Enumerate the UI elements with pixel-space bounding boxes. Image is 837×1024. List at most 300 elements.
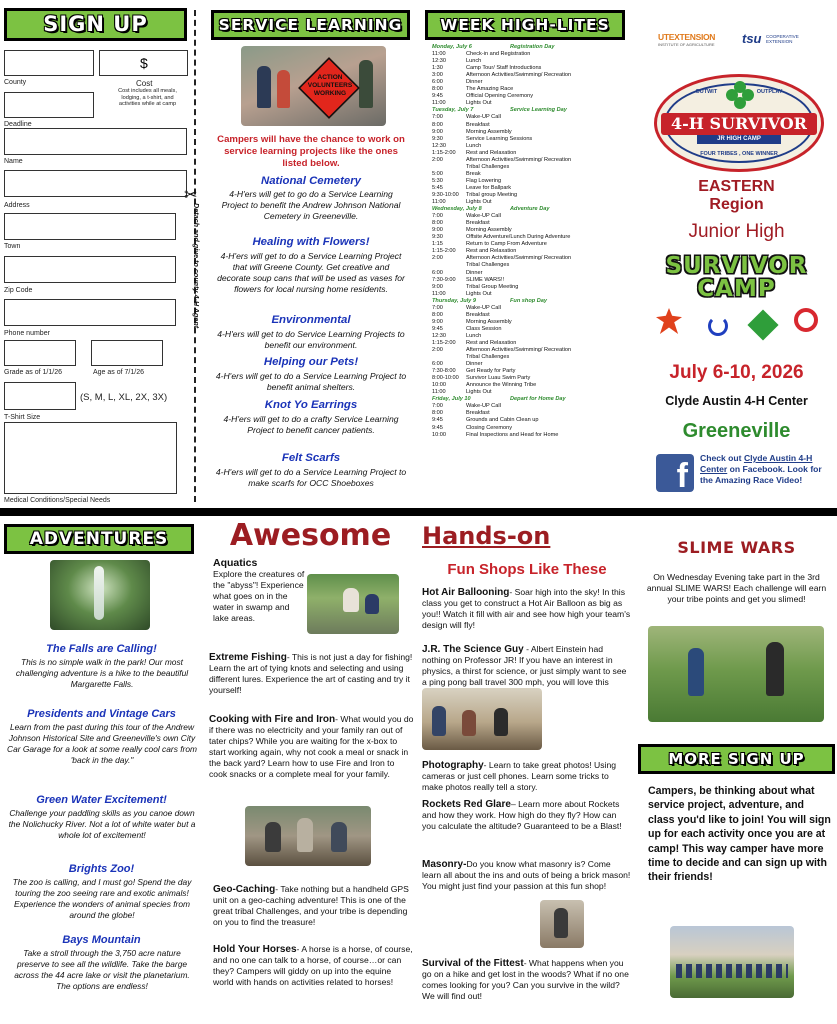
schedule-event: Leave for Ballpark — [466, 184, 512, 191]
camper-figure — [462, 710, 476, 736]
town-field[interactable] — [4, 256, 176, 283]
cooking-title: Cooking with Fire and Iron — [209, 714, 336, 725]
science-photo — [422, 688, 542, 750]
tsu-extension-logo-text: tsu — [742, 31, 762, 46]
schedule-row — [432, 227, 632, 234]
schedule-event: Lights Out — [466, 389, 492, 396]
service-title-1: Healing with Flowers! — [252, 236, 370, 248]
schedule-event: Rest and Relaxation — [466, 339, 517, 346]
schedule-row — [432, 241, 632, 248]
photography-text: - Learn to take great photos! Using cameras or just cell phones. Learn some tricks to make photos really tell a story. — [422, 760, 616, 792]
schedule-time: 9:00 — [432, 227, 443, 234]
handson-heading: Hands-on — [422, 522, 551, 550]
schedule-time: 6:00 — [432, 79, 443, 86]
falls-photo — [50, 560, 150, 630]
schedule-row — [432, 277, 632, 284]
service-photo — [241, 46, 386, 126]
camper-figure — [365, 594, 379, 614]
name-field-2[interactable] — [4, 170, 187, 197]
schedule-event: Wake-UP Call — [466, 403, 501, 410]
schedule-day-theme: Fun shop Day — [510, 297, 547, 304]
schedule-row — [432, 93, 632, 100]
schedule-row — [432, 319, 632, 326]
service-title-5: Felt Scarfs — [281, 452, 341, 464]
schedule-day-name: Tuesday, July 7 — [432, 107, 474, 114]
facebook-note-tail: on Facebook. Look for the Amazing Race Video! — [700, 464, 822, 485]
schedule-day-header — [432, 44, 632, 51]
schedule-row — [432, 410, 632, 417]
region-line-2: Region — [709, 196, 764, 213]
survival-desc — [422, 958, 632, 1002]
schedule-time: 11:00 — [432, 389, 446, 396]
schedule-time: 7:30-9:00 — [432, 276, 456, 283]
volunteer-sign-text: ACTION VOLUNTEERS WORKING — [307, 74, 353, 97]
handson-panel — [418, 516, 636, 1024]
age-field[interactable] — [91, 340, 163, 366]
service-text-0: 4-H'ers will get to go do a Service Learning Project to benefit the Andrew Johnson National Cemetery in Greeneville. — [221, 189, 401, 221]
schedule-event: Afternoon Activities/Swimming/ Recreation — [466, 156, 572, 163]
fishing-title: Extreme Fishing — [209, 652, 287, 663]
masonry-desc — [422, 859, 632, 892]
badge-sub-text: JR HIGH CAMP — [697, 135, 781, 144]
schedule-day-header — [432, 206, 632, 213]
schedule-time: 10:00 — [432, 382, 446, 389]
service-intro: Campers will have the chance to work on service learning projects like the ones listed below. — [217, 134, 405, 169]
adventure-title-3: Brights Zoo! — [68, 863, 135, 875]
signup-heading: SIGN UP — [4, 8, 187, 41]
schedule-row — [432, 284, 632, 291]
camper-figure — [554, 908, 568, 938]
schedule-event: Tribal Challenges — [466, 354, 510, 361]
schedule-row — [432, 425, 632, 432]
masonry-title: Masonry- — [422, 859, 467, 870]
adventure-title-1: Presidents and Vintage Cars — [27, 708, 176, 720]
schedule-row — [432, 417, 632, 424]
schedule-time: 9:00 — [432, 318, 443, 325]
schedule-row — [432, 347, 632, 354]
rockets-title: Rockets Red Glare — [422, 799, 511, 810]
schedule-row — [432, 58, 632, 65]
schedule-event: Closing Ceremony — [466, 424, 513, 431]
more-signup-photo — [670, 926, 794, 998]
schedule-time: 11:00 — [432, 199, 446, 206]
waterfall-stream — [94, 566, 104, 620]
week-heading: WEEK HIGH-LITES — [425, 10, 625, 40]
geo-desc — [213, 884, 413, 928]
service-title-2: Environmental — [271, 314, 351, 326]
camp-center: Clyde Austin 4-H Center — [665, 394, 808, 408]
schedule-time: 9:45 — [432, 424, 443, 431]
volunteer-figure — [277, 70, 290, 108]
schedule-time: 1:15-2:00 — [432, 339, 456, 346]
age-label: Age as of 7/1/26 — [93, 369, 144, 376]
aquatics-photo — [307, 574, 399, 634]
aquatics-title: Aquatics — [213, 557, 258, 569]
schedule-time: 7:00 — [432, 304, 443, 311]
tsu-extension-logo — [742, 30, 822, 48]
grade-field[interactable] — [4, 340, 76, 366]
awesome-heading: Awesome — [229, 518, 392, 553]
schedule-day-theme: Registration Day — [510, 44, 555, 50]
camper-figure — [265, 822, 281, 852]
service-panel — [203, 0, 418, 508]
tribe-icon-turtle — [656, 308, 682, 334]
facebook-note-lead: Check out — [700, 453, 744, 463]
schedule-event: Final Inspections and Head for Home — [466, 431, 559, 438]
schedule-row — [432, 333, 632, 340]
camp-dates: July 6-10, 2026 — [669, 362, 804, 383]
masonry-photo — [540, 900, 584, 948]
camper-figure — [331, 822, 347, 852]
schedule-time: 9:45 — [432, 417, 443, 424]
adventures-panel — [0, 516, 203, 1024]
schedule-event: Morning Assembly — [466, 128, 512, 135]
schedule-event: Dinner — [466, 79, 483, 86]
service-text-1: 4-H'ers will get to do a Service Learning Project that will Greene County. Get creative and decorate soup cans that will be used as vases for flowers for local nursing home residents. — [217, 251, 405, 294]
schedule-row — [432, 213, 632, 220]
medical-field[interactable] — [4, 422, 177, 494]
schedule-event: Wake-UP Call — [466, 304, 501, 311]
schedule-day-name: Friday, July 10 — [432, 396, 471, 403]
schedule-time: 8:00 — [432, 410, 443, 417]
schedule-time: 3:00 — [432, 72, 443, 79]
schedule-row — [432, 114, 632, 121]
schedule-time: 8:00 — [432, 121, 443, 128]
ut-extension-logo-text: UTEXTENSION — [658, 32, 716, 42]
schedule-event: Check-in and Registration — [466, 51, 531, 58]
service-title-3: Helping our Pets! — [263, 356, 359, 368]
volunteer-figure — [257, 66, 271, 108]
county-label: County — [4, 79, 27, 86]
schedule-row — [432, 403, 632, 410]
detach-note: Detach and give to county 4-H Agent — [192, 203, 201, 329]
service-title-0: National Cemetery — [260, 175, 362, 187]
schedule-row — [432, 389, 632, 396]
schedule-day-name: Wednesday, July 8 — [432, 206, 482, 213]
adventure-text-3: The zoo is calling, and I must go! Spend the day touring the zoo seeing rare and exotic animals! Experience the wonders of animal species from around the globe! — [12, 877, 192, 920]
schedule-event: Tribal Group Meeting — [466, 283, 519, 290]
grade-label: Grade as of 1/1/26 — [4, 369, 62, 376]
schedule-time: 2:00 — [432, 347, 443, 354]
schedule-row — [432, 72, 632, 79]
schedule-time: 5:00 — [432, 170, 443, 177]
photography-desc — [422, 760, 632, 793]
schedule-row — [432, 291, 632, 298]
schedule-row — [432, 340, 632, 347]
schedule-row — [432, 312, 632, 319]
cooking-photo — [245, 806, 371, 866]
schedule-event: Flag Lowering — [466, 177, 502, 184]
schedule-event: Breakfast — [466, 311, 490, 318]
tshirt-label: T-Shirt Size — [4, 414, 41, 421]
schedule-event: Afternoon Activities/Swimming/ Recreation — [466, 347, 572, 354]
schedule-time: 8:00 — [432, 86, 443, 93]
schedule-row — [432, 305, 632, 312]
schedule-time — [432, 354, 466, 361]
masonry-text: Do you know what masonry is? Come learn all about the ins and outs of being a brick mason! You might just find your passion at this fun shop! — [422, 859, 631, 891]
rockets-desc — [422, 799, 632, 832]
schedule-row — [432, 51, 632, 58]
schedule-row — [432, 270, 632, 277]
schedule-event: Afternoon Activities/Swimming/ Recreation — [466, 72, 572, 79]
survivor-word: SURVIVOR — [665, 253, 808, 279]
schedule-row — [432, 361, 632, 368]
science-title: J.R. The Science Guy — [422, 644, 524, 655]
schedule-event: Afternoon Activities/Swimming/ Recreation — [466, 255, 572, 262]
schedule-event: Breakfast — [466, 410, 490, 417]
schedule-time: 1:15 — [432, 241, 443, 248]
name-field[interactable] — [4, 128, 187, 155]
adventure-text-4: Take a stroll through the 3,750 acre nature preserve to see all the wildlife. Take the barge across the 44 acre lake or visit the planetarium. The options are endless! — [14, 948, 190, 991]
schedule-time: 7:30-8:00 — [432, 368, 456, 375]
schedule-event: Lights Out — [466, 100, 492, 107]
facebook-note — [700, 453, 830, 486]
schedule-event: Grounds and Cabin Clean up — [466, 417, 539, 424]
name-label: Name — [4, 158, 23, 165]
schedule-event: Camp Tour/ Staff Introductions — [466, 65, 542, 72]
schedule-time: 9:45 — [432, 325, 443, 332]
schedule-time: 6:00 — [432, 361, 443, 368]
camp-city: Greeneville — [682, 420, 791, 442]
schedule-row — [432, 220, 632, 227]
schedule-event: Lunch — [466, 332, 482, 339]
balloon-text: - Soar high into the sky! In this class you get to construct a Hot Air Balloon as big as you!! Watch it fill with air and see how high your team's design will fly! — [422, 587, 631, 630]
schedule-row — [432, 79, 632, 86]
deadline-field[interactable] — [4, 92, 94, 118]
zip-label: Zip Code — [4, 287, 33, 294]
county-field[interactable] — [4, 50, 94, 76]
schedule-time: 7:00 — [432, 403, 443, 410]
town-label: Town — [4, 243, 21, 250]
schedule-event: Wake-UP Call — [466, 114, 501, 121]
more-signup-text: Campers, be thinking about what service project, adventure, and class you'd like to join! You will sign up for each activity once you are at camp! This way camper have more time to decide and can sign up with their friends! — [648, 785, 831, 884]
schedule-day-name: Monday, July 6 — [432, 44, 472, 50]
schedule-day-theme: Depart for Home Day — [510, 396, 566, 403]
schedule-row — [432, 326, 632, 333]
camper-figure — [432, 706, 446, 736]
camper-group — [676, 964, 788, 978]
ut-extension-logo — [658, 32, 734, 47]
facebook-icon[interactable]: f — [656, 454, 694, 492]
cost-field[interactable] — [99, 50, 188, 76]
schedule-time: 9:30 — [432, 135, 443, 142]
schedule-event: Lights Out — [466, 290, 492, 297]
aquatics-text: Explore the creatures of the "abyss"! Experience what goes on in the water in swamp and lake areas. — [213, 569, 305, 623]
schedule-row — [432, 234, 632, 241]
schedule-time: 1:15-2:00 — [432, 149, 456, 156]
schedule-event: Official Opening Ceremony — [466, 93, 534, 100]
tribe-icon-moon — [708, 316, 728, 336]
schedule-event: The Amazing Race — [466, 86, 514, 93]
adventure-title-4: Bays Mountain — [62, 934, 141, 946]
phone-label: Phone number — [4, 330, 50, 337]
horses-title: Hold Your Horses — [213, 944, 297, 955]
schedule-event: Service Learning Sessions — [466, 135, 533, 142]
schedule-event: Lunch — [466, 58, 482, 65]
cost-note: Cost includes all meals, lodging, a t-shirt, and activities while at camp — [118, 88, 177, 108]
survival-text: - What happens when you go on a hike and get lost in the woods? What if no one comes looking for you? Can you survive in the wild? We will find out! — [422, 958, 629, 1001]
cooking-text: - What would you do if there was no electricity and your family ran out of tater chips? While you are waiting for the x-box to start working again, why not cook a meal or snack in the back yard? Learn how to use Fire and Iron to cook snacks or a complete meal for your family. — [209, 714, 414, 779]
survivor-badge-logo — [654, 74, 824, 172]
rockets-text: – Learn more about Rockets and how they work. How high do they fly? How can you calculate the altitude? Guaranteed to be a Blast! — [422, 799, 622, 831]
geo-title: Geo-Caching — [213, 884, 276, 895]
adventure-title-0: The Falls are Calling! — [46, 643, 157, 655]
schedule-event: Morning Assembly — [466, 318, 512, 325]
schedule-event: Class Session — [466, 325, 502, 332]
schedule-time: 6:00 — [432, 269, 443, 276]
schedule-row — [432, 199, 632, 206]
schedule-row — [432, 65, 632, 72]
dollar-sign: $ — [140, 55, 148, 71]
badge-bottom-text: FOUR TRIBES , ONE WINNER — [700, 151, 778, 157]
schedule-event: Breakfast — [466, 121, 490, 128]
grade-level: Junior High — [688, 221, 785, 242]
service-text-3: 4-H'ers will get to do a Service Learning Project to benefit animal shelters. — [215, 371, 407, 392]
horses-text: - A horse is a horse, of course, and no one can talk to a horse, of course…or can they? Campers will giddy on up into the equine world with hands on activities related to horses! — [213, 944, 413, 987]
geo-text: - Take nothing but a handheld GPS unit on a geo-caching adventure! This is one of the great tribal Challenges, and your tribe is depending on you to find the treasure! — [213, 884, 409, 927]
badge-top-text: OUTWIT OUTPLAY — [695, 89, 783, 95]
service-text-2: 4-H'ers will get to do Service Learning Projects to benefit our environment. — [217, 329, 405, 350]
schedule-row — [432, 262, 632, 269]
schedule-row — [432, 178, 632, 185]
address-label: Address — [4, 202, 30, 209]
schedule-time: 8:00-10:00 — [432, 375, 459, 382]
schedule-day-header — [432, 107, 632, 114]
schedule-day-theme: Service Learning Day — [510, 107, 567, 114]
schedule-event: Dinner — [466, 361, 483, 368]
balloon-desc — [422, 587, 632, 631]
schedule-time: 12:30 — [432, 142, 446, 149]
handson-subheading: Fun Shops Like These — [447, 561, 607, 578]
camper-figure — [688, 648, 704, 696]
more-signup-heading: MORE SIGN UP — [638, 744, 835, 774]
camp-word: CAMP — [697, 276, 776, 302]
camper-figure — [343, 588, 359, 612]
science-text: - Albert Einstein had nothing on Professor JR! If you have an interest in physics, a thirst for science, or just simply want to see a ping pong ball travel 300 mph, you will love this — [422, 644, 627, 687]
schedule-time: 12:30 — [432, 58, 446, 65]
schedule-row — [432, 255, 632, 262]
ut-extension-logo-sub: INSTITUTE OF AGRICULTURE — [658, 42, 715, 47]
schedule-event: Survivor Luau Swim Party — [466, 375, 531, 382]
schedule-time — [432, 164, 466, 171]
schedule-row — [432, 375, 632, 382]
schedule-row — [432, 157, 632, 164]
adventure-text-1: Learn from the past during this tour of the Andrew Johnson Historical Site and Greeneville's own City Car Garage for a look at some really cool cars from 'back in the day." — [7, 722, 197, 765]
adventure-title-2: Green Water Excitement! — [36, 794, 167, 806]
schedule-time: 2:00 — [432, 156, 443, 163]
balloon-title: Hot Air Ballooning — [422, 587, 510, 598]
slime-panel — [636, 516, 837, 1024]
adventure-text-0: This is no simple walk in the park! Our most challenging adventure is a hike to the beautiful Margarette Falls. — [15, 657, 189, 689]
service-heading: SERVICE LEARNING — [211, 10, 410, 40]
tribe-icon-star — [747, 309, 778, 340]
schedule-row — [432, 86, 632, 93]
schedule-event: Lunch — [466, 142, 482, 149]
schedule-event: Tribal Challenges — [466, 163, 510, 170]
schedule-time: 11:00 — [432, 51, 446, 58]
camper-figure — [297, 818, 313, 852]
schedule-row — [432, 192, 632, 199]
zip-field[interactable] — [4, 299, 176, 326]
slime-heading: SLIME WARS — [677, 538, 796, 557]
schedule-time: 10:00 — [432, 431, 446, 438]
schedule-row — [432, 248, 632, 255]
schedule-time — [432, 262, 466, 269]
service-title-4: Knot Yo Earrings — [264, 399, 358, 411]
survival-title: Survival of the Fittest — [422, 958, 524, 969]
service-text-4: 4-H'ers will get to do a crafty Service Learning Project to benefit cancer patients. — [223, 414, 399, 435]
schedule-time: 9:00 — [432, 283, 443, 290]
schedule-row — [432, 171, 632, 178]
schedule-time: 5:30 — [432, 177, 443, 184]
schedule-row — [432, 100, 632, 107]
adventures-heading: ADVENTURES — [4, 524, 194, 554]
volunteer-figure — [359, 60, 373, 108]
schedule-time: 7:00 — [432, 114, 443, 121]
horses-desc — [213, 944, 413, 988]
medical-label: Medical Conditions/Special Needs — [4, 497, 111, 504]
schedule-time: 11:00 — [432, 290, 446, 297]
schedule-row — [432, 122, 632, 129]
schedule-row — [432, 136, 632, 143]
schedule-event: Return to Camp From Adventure — [466, 241, 547, 248]
facebook-link[interactable]: Clyde Austin 4-H Center — [700, 453, 813, 474]
schedule-row — [432, 143, 632, 150]
schedule-time: 7:00 — [432, 213, 443, 220]
cost-label: Cost — [136, 79, 153, 88]
schedule-event: Breakfast — [466, 220, 490, 227]
schedule-time: 11:00 — [432, 100, 446, 107]
schedule-event: Morning Assembly — [466, 227, 512, 234]
badge-main-text: 4-H SURVIVOR — [661, 113, 817, 135]
slime-photo — [648, 626, 824, 722]
week-schedule — [432, 44, 632, 439]
schedule-row — [432, 150, 632, 157]
schedule-time: 9:30 — [432, 234, 443, 241]
clover-icon — [726, 81, 754, 109]
signup-panel — [0, 0, 203, 508]
schedule-event: Rest and Relaxation — [466, 149, 517, 156]
tsu-extension-logo-sub: COOPERATIVE EXTENSION — [765, 33, 799, 44]
schedule-row — [432, 354, 632, 361]
deadline-label: Deadline — [4, 121, 32, 128]
schedule-event: Rest and Relaxation — [466, 248, 517, 255]
schedule-time: 9:00 — [432, 128, 443, 135]
schedule-time: 2:00 — [432, 255, 443, 262]
schedule-row — [432, 164, 632, 171]
tribe-icon-sun — [794, 308, 818, 332]
camper-figure — [494, 708, 508, 736]
address-field[interactable] — [4, 213, 176, 240]
region-line-1: EASTERN — [698, 178, 775, 195]
schedule-row — [432, 368, 632, 375]
schedule-row — [432, 185, 632, 192]
scissors-icon: ✂ — [184, 187, 198, 204]
slime-text: On Wednesday Evening take part in the 3rd annual SLIME WARS! Each challenge will earn your tribe points and get you slimed! — [646, 572, 827, 604]
schedule-time: 5:45 — [432, 184, 443, 191]
schedule-event: Wake-UP Call — [466, 213, 501, 220]
schedule-time: 8:00 — [432, 220, 443, 227]
camper-figure — [766, 642, 784, 696]
fishing-desc — [209, 652, 414, 696]
schedule-time: 1:30 — [432, 65, 443, 72]
schedule-event: Get Ready for Party — [466, 368, 516, 375]
tshirt-field[interactable] — [4, 382, 76, 410]
cover-panel — [636, 0, 837, 508]
schedule-day-header — [432, 298, 632, 305]
schedule-time: 1:15-2:00 — [432, 248, 456, 255]
photography-title: Photography — [422, 760, 484, 771]
